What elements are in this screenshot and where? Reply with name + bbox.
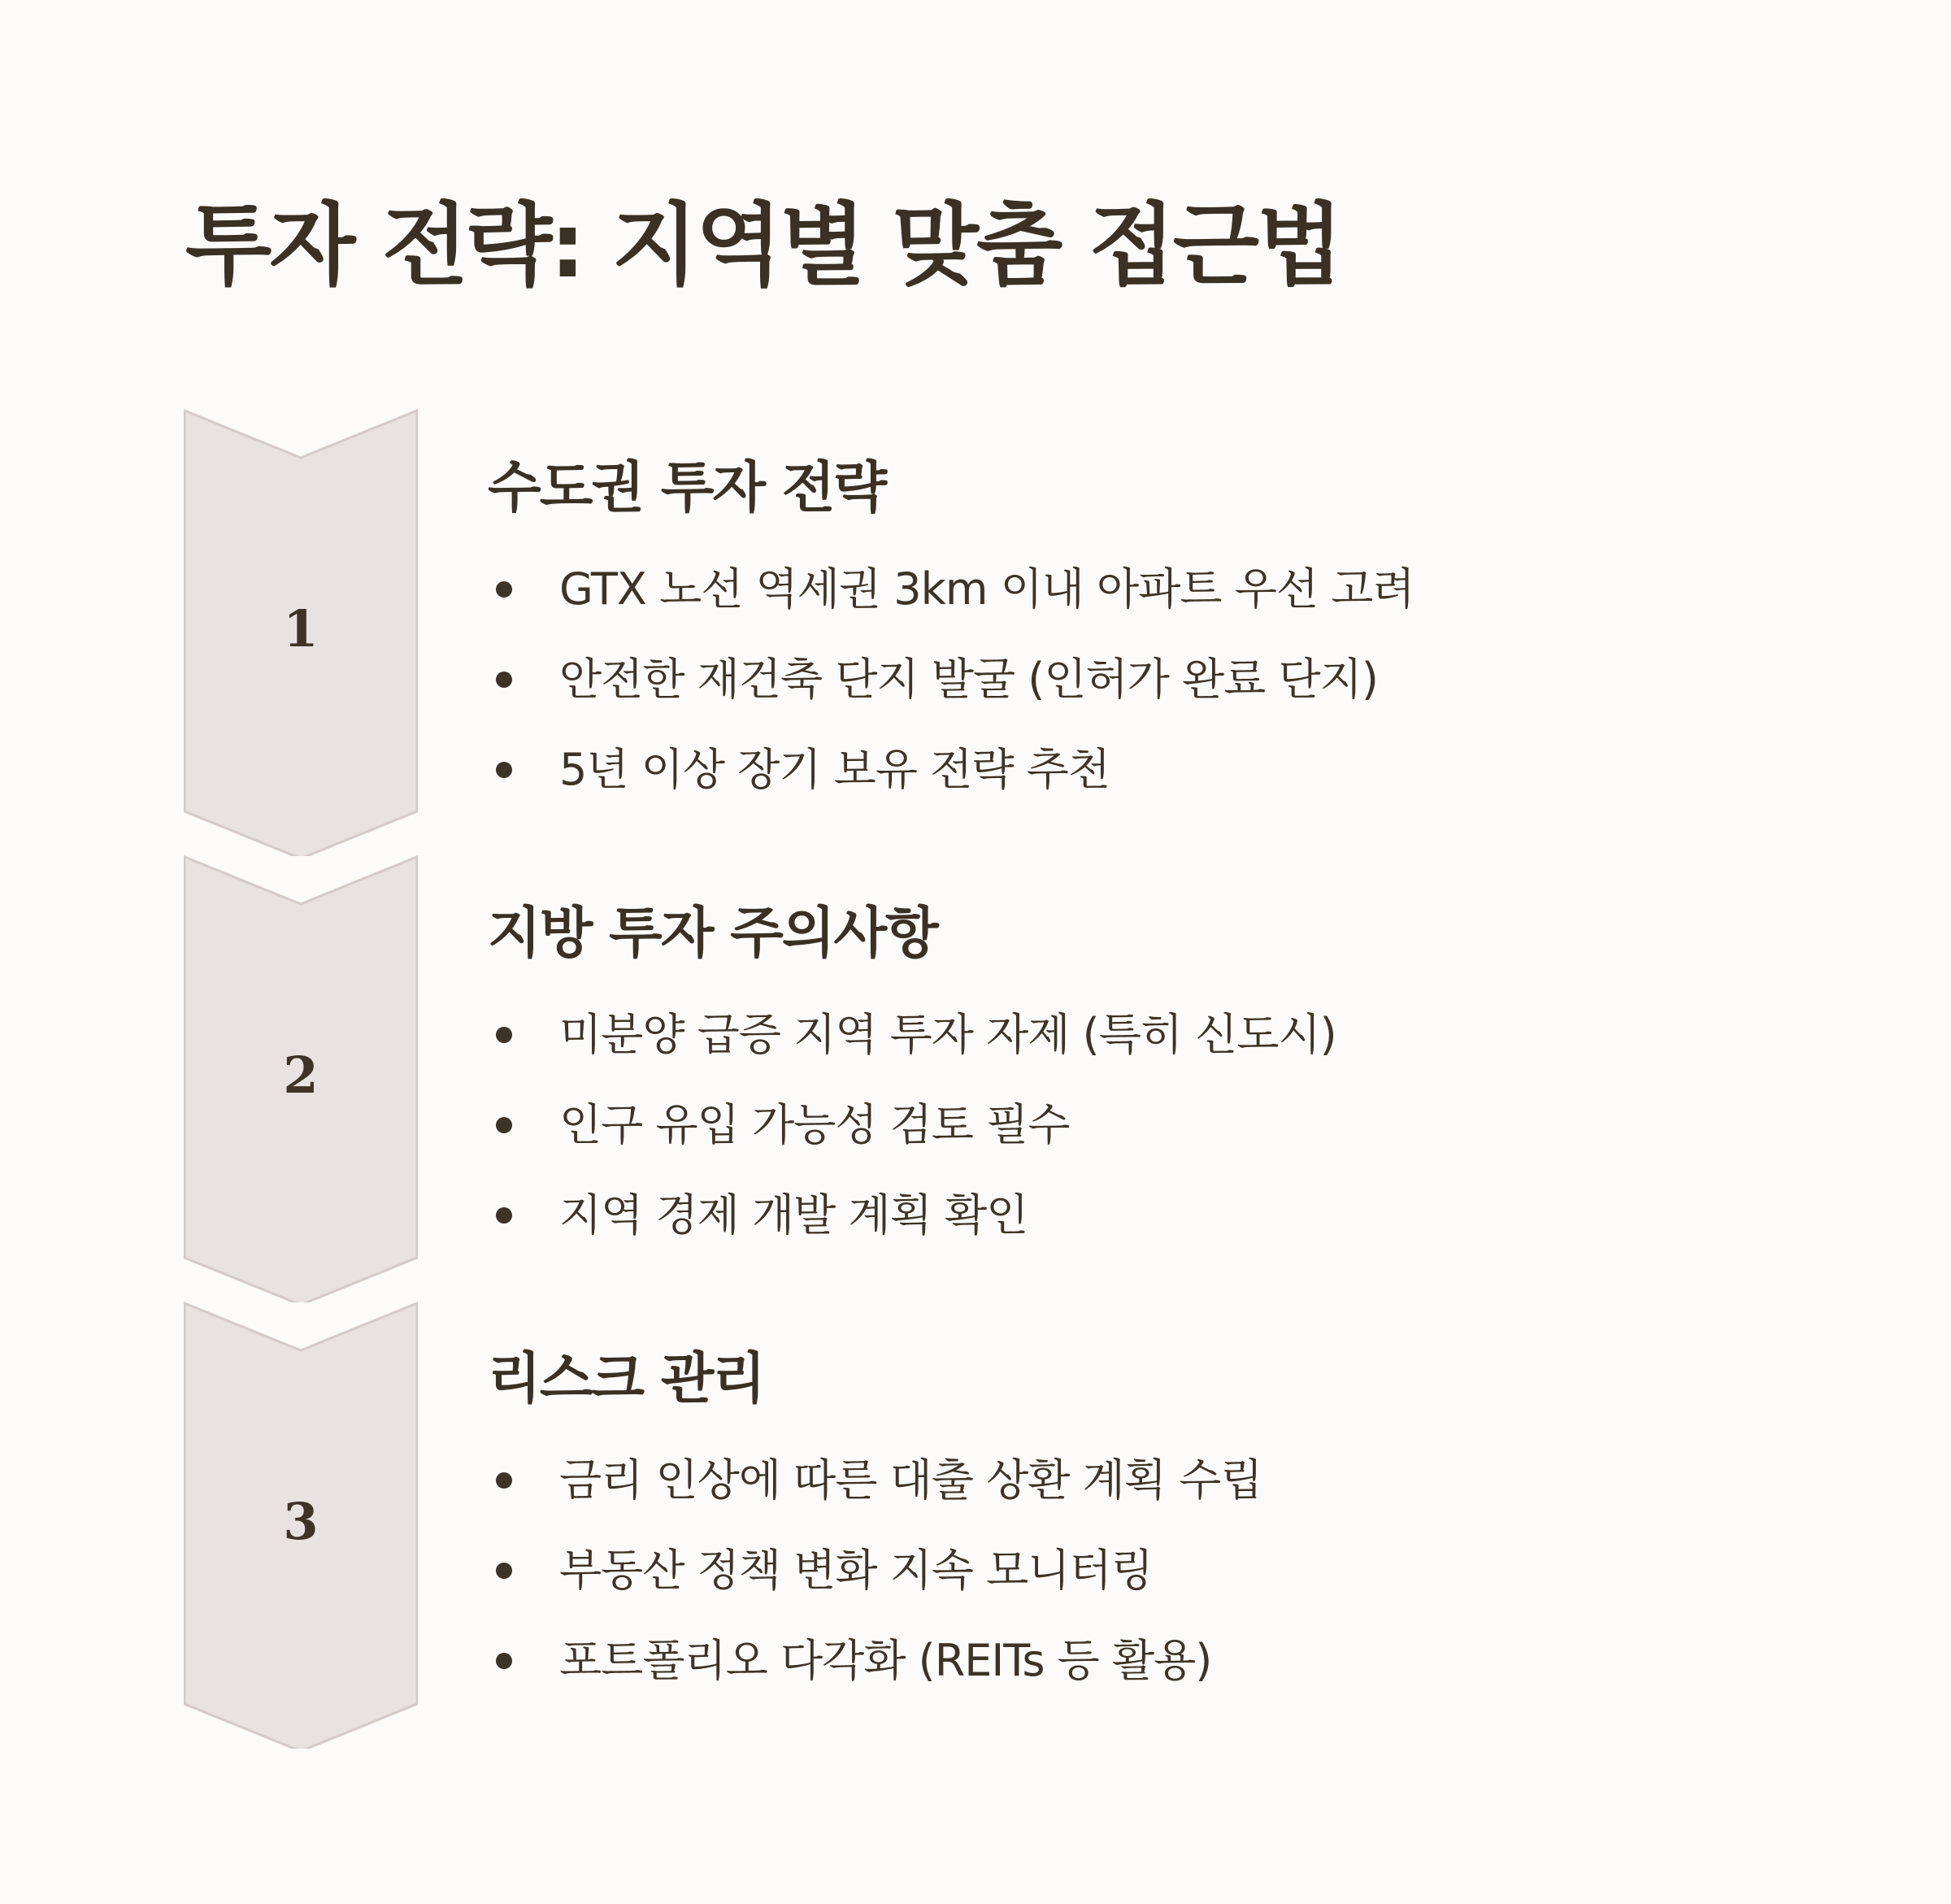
step-number: 3 [283, 1492, 319, 1551]
step-heading: 리스크 관리 [488, 1347, 765, 1411]
bullet-icon [496, 1563, 512, 1579]
list-item [488, 1616, 1870, 1706]
bullet-icon [496, 1653, 512, 1669]
bullet-text: 포트폴리오 다각화 (REITs 등 활용) [559, 1635, 1212, 1687]
bullet-icon [496, 672, 512, 688]
bullet-icon [496, 1207, 512, 1224]
list-item [488, 635, 1870, 725]
bullet-text: 인구 유입 가능성 검토 필수 [559, 1099, 1070, 1151]
bullet-text: 안전한 재건축 단지 발굴 (인허가 완료 단지) [559, 654, 1378, 706]
bullet-text: 지역 경제 개발 계획 확인 [559, 1189, 1028, 1241]
bullet-icon [496, 1472, 512, 1489]
list-item [488, 990, 1870, 1080]
step-3-content [488, 1346, 1870, 1706]
list-item [488, 725, 1870, 815]
bullet-text: 금리 인상에 따른 대출 상환 계획 수립 [559, 1454, 1262, 1506]
bullet-icon [496, 1027, 512, 1043]
list-item [488, 1436, 1870, 1526]
list-item [488, 545, 1870, 635]
step-1-content [488, 455, 1870, 815]
bullet-icon [496, 762, 512, 778]
bullet-list [488, 990, 1870, 1261]
step-2-chevron [184, 855, 418, 1302]
step-1-chevron [184, 409, 418, 856]
bullet-text: 5년 이상 장기 보유 전략 추천 [559, 744, 1110, 796]
list-item [488, 1080, 1870, 1171]
step-heading: 지방 투자 주의사항 [488, 902, 937, 966]
step-number: 2 [283, 1045, 319, 1105]
bullet-icon [496, 1117, 512, 1133]
step-number: 1 [283, 599, 319, 659]
bullet-list [488, 545, 1870, 815]
page-title: 투자 전략: 지역별 맞춤 접근법 [185, 193, 1341, 298]
bullet-list [488, 1436, 1870, 1706]
bullet-icon [496, 581, 512, 598]
step-2-content [488, 901, 1870, 1261]
step-heading: 수도권 투자 전략 [488, 456, 886, 520]
step-3-chevron [184, 1302, 418, 1749]
list-item [488, 1526, 1870, 1616]
bullet-text: 부동산 정책 변화 지속 모니터링 [559, 1545, 1153, 1597]
list-item [488, 1171, 1870, 1261]
bullet-text: GTX 노선 역세권 3km 이내 아파트 우선 고려 [559, 563, 1414, 615]
bullet-text: 미분양 급증 지역 투자 자제 (특히 신도시) [559, 1009, 1336, 1061]
